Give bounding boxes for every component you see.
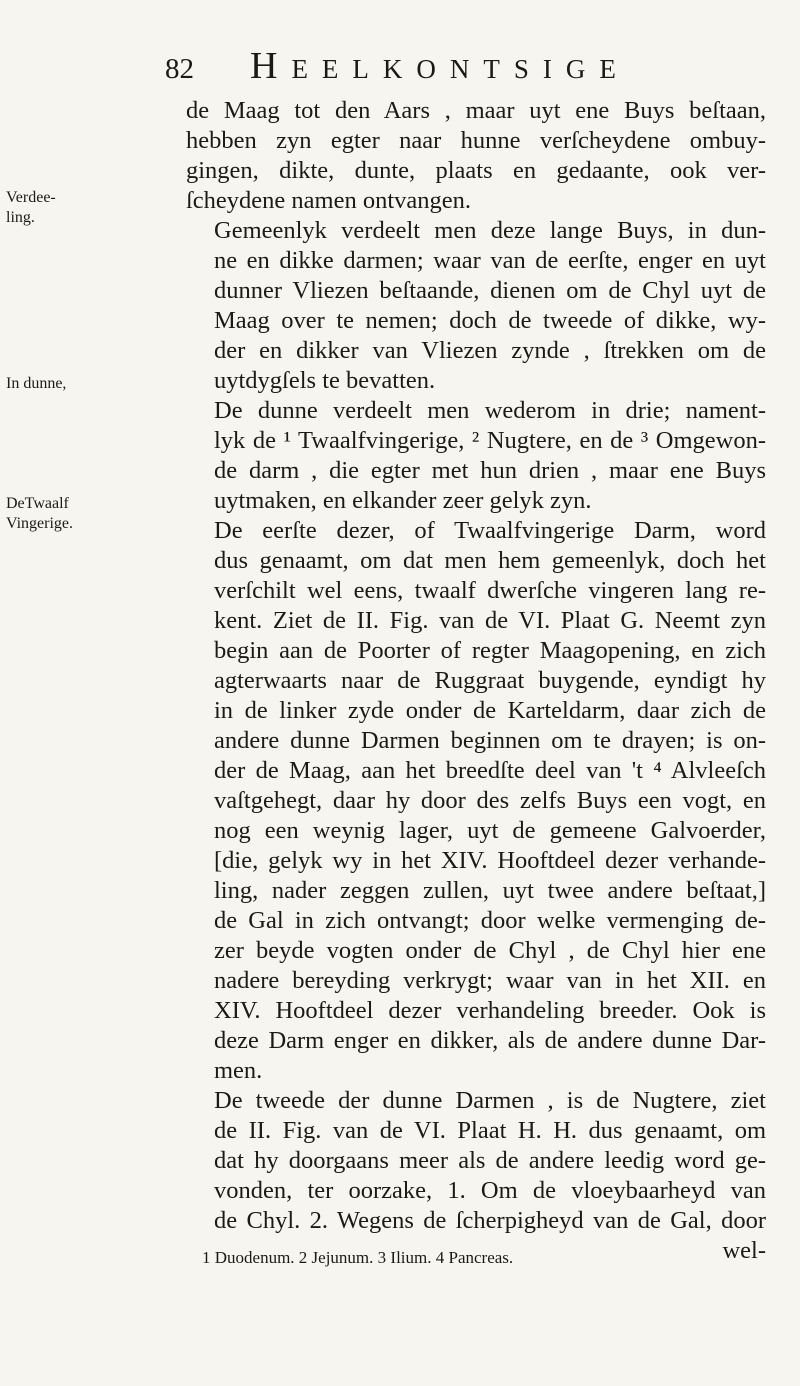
page-number: 82 (165, 53, 194, 85)
paragraph-4 (186, 516, 766, 1086)
text-line: der en dikker van Vliezen zynde , ſtrekken om de (214, 337, 766, 364)
text-line: begin aan de Poorter of regter Maagopening, en zich (214, 637, 766, 664)
text-line: de Gal in zich ontvangt; door welke vermenging de- (214, 907, 766, 934)
page-header (165, 44, 725, 88)
text-line: Maag over te nemen; doch de tweede of dikke, wy- (214, 307, 766, 334)
text-line: XIV. Hooftdeel dezer verhandeling breeder. Ook is (214, 997, 766, 1024)
text-line: verſchilt wel eens, twaalf dwerſche vingeren lang re- (214, 577, 766, 604)
text-line: vaſtgehegt, daar hy door des zelfs Buys een vogt, en (214, 787, 766, 814)
text-line: dus genaamt, om dat men hem gemeenlyk, doch het (214, 547, 766, 574)
text-line: men. (214, 1057, 263, 1084)
body-text (186, 96, 766, 1266)
margin-note-in-dunne (6, 374, 156, 394)
text-line: lyk de ¹ Twaalfvingerige, ² Nugtere, en de ³ Omgewon- (214, 427, 766, 454)
margin-note-text: In dunne, (6, 375, 67, 392)
footnotes: 1 Duodenum. 2 Jejunum. 3 Ilium. 4 Pancreas. (202, 1248, 514, 1267)
text-line: Gemeenlyk verdeelt men deze lange Buys, in dun- (214, 217, 766, 244)
text-line: hebben zyn egter naar hunne verſcheydene ombuy- (186, 127, 766, 154)
text-line: ſcheydene namen ontvangen. (186, 187, 472, 214)
text-line: de Chyl. 2. Wegens de ſcherpigheyd van de Gal, door (214, 1207, 766, 1234)
text-line: uytdygſels te bevatten. (214, 367, 436, 394)
text-line: nadere bereyding verkrygt; waar van in het XII. en (214, 967, 766, 994)
text-line: vonden, ter oorzake, 1. Om de vloeybaarheyd van (214, 1177, 766, 1204)
text-line: De dunne verdeelt men wederom in drie; nament- (214, 397, 766, 424)
margin-note-text: Verdee- ling. (6, 189, 56, 226)
text-line: de II. Fig. van de VI. Plaat H. H. dus genaamt, om (214, 1117, 766, 1144)
text-line: uytmaken, en elkander zeer gelyk zyn. (214, 487, 592, 514)
catchword: wel- (722, 1237, 766, 1264)
text-line: andere dunne Darmen beginnen om te drayen; is on- (214, 727, 766, 754)
text-line: in de linker zyde onder de Karteldarm, daar zich de (214, 697, 766, 724)
text-line: de Maag tot den Aars , maar uyt ene Buys beſtaan, (186, 97, 766, 124)
text-line: nog een weynig lager, uyt de gemeene Galvoerder, (214, 817, 766, 844)
text-line: [die, gelyk wy in het XIV. Hooftdeel dezer verhande- (214, 847, 766, 874)
text-line: agterwaarts naar de Ruggraat buygende, eyndigt hy (214, 667, 766, 694)
margin-note-twaalf-vingerige (6, 494, 156, 534)
text-line: gingen, dikte, dunte, plaats en gedaante, ook ver- (186, 157, 766, 184)
text-line: kent. Ziet de II. Fig. van de VI. Plaat G. Neemt zyn (214, 607, 766, 634)
text-line: dunner Vliezen beſtaande, dienen om de Chyl uyt de (214, 277, 766, 304)
margin-note-text: DeTwaalf Vingerige. (6, 495, 74, 532)
paragraph-3 (186, 396, 766, 516)
paragraph-5 (186, 1086, 766, 1266)
text-line: deze Darm enger en dikker, als de andere dunne Dar- (214, 1027, 766, 1054)
text-line: ne en dikke darmen; waar van de eerſte, enger en uyt (214, 247, 766, 274)
margin-note-verdeeling (6, 188, 156, 228)
running-title: Heelkontsige (250, 45, 630, 87)
paragraph-1 (186, 96, 766, 216)
text-line: De eerſte dezer, of Twaalfvingerige Darm, word (214, 517, 766, 544)
text-line: ling, nader zeggen zullen, uyt twee andere beſtaat,] (214, 877, 766, 904)
text-line: der de Maag, aan het breedſte deel van 't ⁴ Alvleeſch (214, 757, 766, 784)
text-line: zer beyde vogten onder de Chyl , de Chyl hier ene (214, 937, 766, 964)
text-line: de darm , die egter met hun drien , maar ene Buys (214, 457, 766, 484)
text-line: dat hy doorgaans meer als de andere leedig word ge- (214, 1147, 766, 1174)
paragraph-2 (186, 216, 766, 396)
text-line: De tweede der dunne Darmen , is de Nugtere, ziet (214, 1087, 766, 1114)
